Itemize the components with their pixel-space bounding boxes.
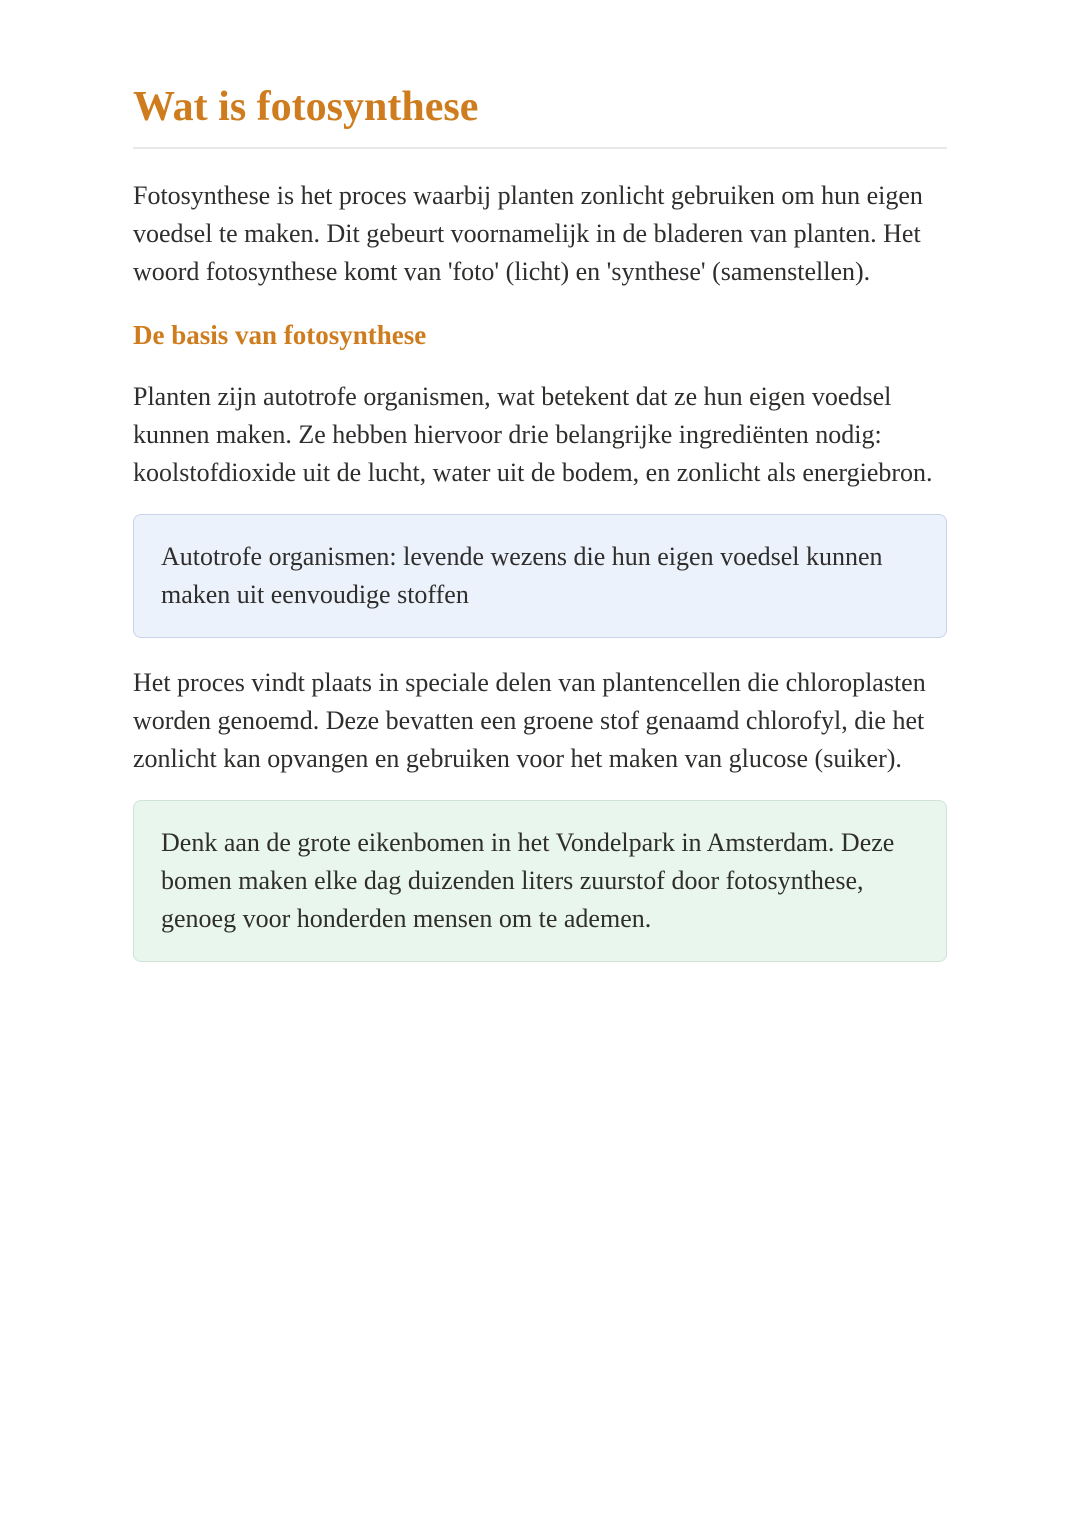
chloroplast-paragraph: Het proces vindt plaats in speciale delen van plantencellen die chloroplasten worden genoemd. Deze bevatten een groene stof genaamd chlorofyl, die het zonlicht kan opvangen en gebruiken voor het maken van glucose (suiker). bbox=[133, 668, 926, 774]
page-title: Wat is fotosynthese bbox=[133, 84, 479, 130]
example-callout-text: Denk aan de grote eikenbomen in het Vondelpark in Amsterdam. Deze bomen maken elke dag duizenden liters zuurstof door fotosynthese, genoeg voor honderden mensen om te ademen. bbox=[161, 828, 895, 934]
basis-paragraph: Planten zijn autotrofe organismen, wat betekent dat ze hun eigen voedsel kunnen maken. Ze hebben hiervoor drie belangrijke ingrediënten nodig: koolstofdioxide uit de lucht, water uit de bodem, en zonlicht als energiebron. bbox=[133, 382, 933, 488]
definition-callout bbox=[133, 514, 947, 638]
definition-callout-text: Autotrofe organismen: levende wezens die hun eigen voedsel kunnen maken uit eenvoudige stoffen bbox=[161, 542, 883, 610]
section-heading-basis: De basis van fotosynthese bbox=[133, 320, 427, 351]
intro-paragraph: Fotosynthese is het proces waarbij planten zonlicht gebruiken om hun eigen voedsel te maken. Dit gebeurt voornamelijk in de bladeren van planten. Het woord fotosynthese komt van 'foto' (licht) en 'synthese' (samenstellen). bbox=[133, 181, 923, 287]
article bbox=[133, 0, 947, 962]
title-divider bbox=[133, 147, 947, 149]
example-callout bbox=[133, 800, 947, 962]
